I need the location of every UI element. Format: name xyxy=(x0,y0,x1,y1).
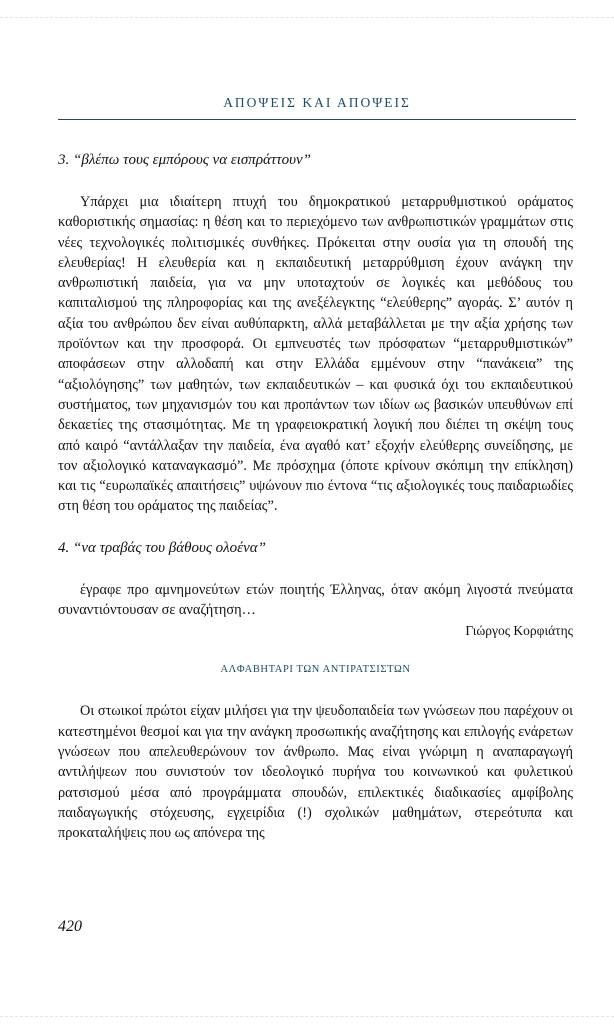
page-content xyxy=(58,150,573,843)
section-4-heading: 4. “να τραβάς του βάθους ολοένα” xyxy=(58,539,266,556)
section-3-heading: 3. “βλέπω τους εμπόρους να εισπράττουν” xyxy=(58,152,312,168)
page-number: 420 xyxy=(58,918,82,935)
header-rule xyxy=(58,119,576,120)
article-subheading: ΑΛΦΑΒΗΤΑΡΙ ΤΩΝ ΑΝΤΙΡΑΤΣΙΣΤΩΝ xyxy=(220,664,411,676)
author-signature: Γιώργος Κορφιάτης xyxy=(465,623,573,639)
scan-edge-bottom xyxy=(0,1016,614,1017)
section-4-paragraph: έγραφε προ αμνημονεύτων ετών ποιητής Έλληνας, όταν ακόμη λιγοστά πνεύματα συναντιόντουσαν σε αναζήτηση… xyxy=(58,581,573,619)
section-3-paragraph: Υπάρχει μια ιδιαίτερη πτυχή του δημοκρατικού μεταρρυθμιστικού οράματος καθοριστικής σημασίας: η θέση και το περιεχόμενο των ανθρωπιστικών γραμμάτων στις νέες τεχνολογικές πολιτισμικές συνθήκες. Πρόκειται στην ουσία για τη σπουδή της ελευθερίας! Η ελευθερία και η εκπαιδευτική μεταρρύθμιση έχουν ανάγκη την ανθρωπιστική παιδεία, για να μην υποταχτούν σε λογικές και μεθόδους του καπιταλισμού της πληροφορίας και της ανεξέλεγκτης “ελεύθερης” αγοράς. Σ’ αυτόν η αξία του ανθρώπου δεν είναι αυθύπαρκτη, αλλά μεταβάλλεται με την αξία χρήσης των προϊόντων και την προσφορά. Οι εμπνευστές των πρόσφατων “μεταρρυθμιστικών” αποφάσεων στην αλλοδαπή και στην Ελλάδα εμμένουν στην “πανάκεια” της “αξιολόγησης” των μαθητών, των εκπαιδευτικών – και φυσικά όχι του εκπαιδευτικού συστήματος, των μηχανισμών του και προπάντων των ιδίων ως βασικών υπευθύνων επί δεκαετίες της στασιμότητας. Με τη γραφειοκρατική λογική που διέπει τη σκέψη τους από καιρό “αντάλλαξαν την παιδεία, ένα αγαθό κατ’ εξοχήν ελεύθερης συνείδησης, με τον αξιολογικό καταναγκασμό”. Με πρόσχημα (όποτε κρίνουν σκόπιμη την επίκληση) και τις “ευρωπαϊκές απαιτήσεις” υψώνουν πιο έντονα “τις αξιολογικές τους παιδαριωδίες στη θέση του οράματος της παιδείας”. xyxy=(58,194,573,515)
running-header: ΑΠΟΨΕΙΣ ΚΑΙ ΑΠΟΨΕΙΣ xyxy=(223,95,411,110)
scan-edge-top xyxy=(0,17,614,18)
article-paragraph: Οι στωικοί πρώτοι είχαν μιλήσει για την ψευδοπαιδεία των γνώσεων που παρέχουν οι κατεστημένοι θεσμοί και για την ανάγκη προσωπικής αναζήτησης και επιλογής ενάρετων γνώσεων που απελευθερώνουν τον άνθρωπο. Μας είναι γνώριμη η αναπαραγωγή αντιλήψεων που συνιστούν τον ιδεολογικό πυρήνα του κοινωνικού και φυλετικού ρατσισμού μέσα από προγράμματα σπουδών, επιλεκτικές διαδικασίες αμφίβολης παιδαγωγικής στόχευσης, εγχειρίδια (!) σχολικών μαθημάτων, στερεότυπα και προκαταλήψεις που ως απόνερα της xyxy=(58,703,573,842)
